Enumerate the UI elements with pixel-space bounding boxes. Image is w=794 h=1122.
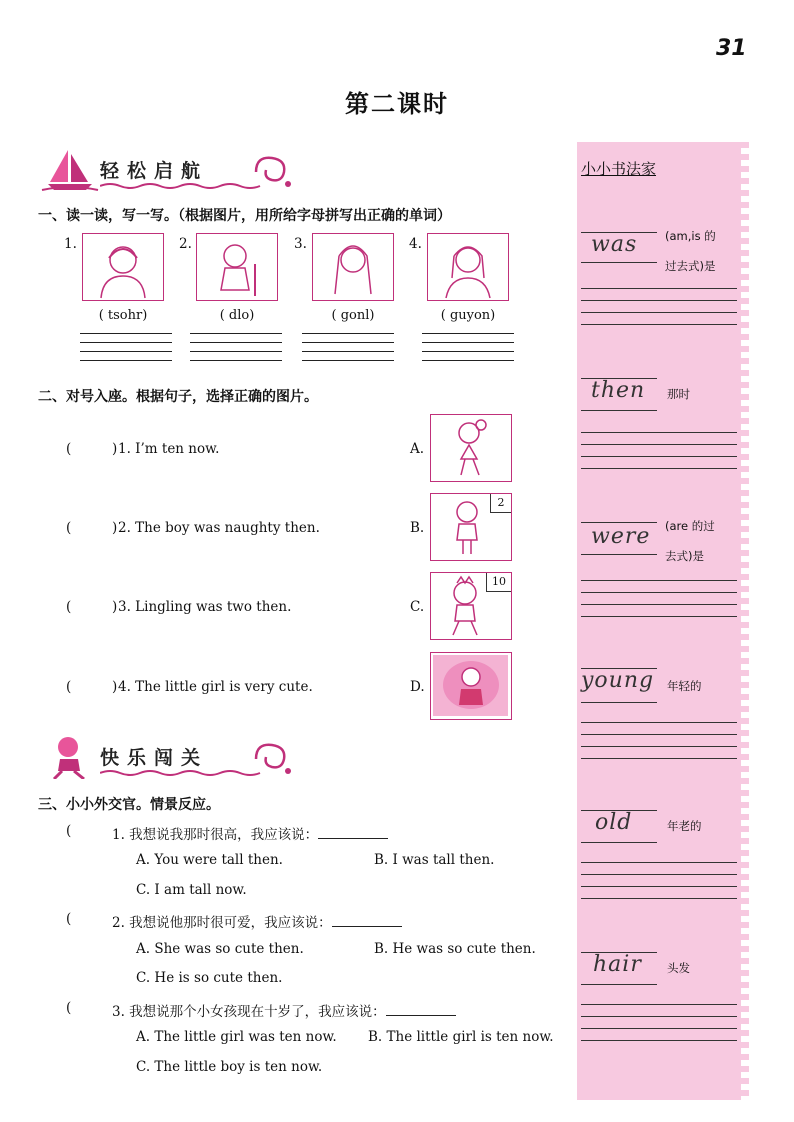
sentence-text: 4. The little girl is very cute. bbox=[118, 679, 313, 695]
option-label: C. bbox=[410, 599, 425, 615]
sentence-close-paren: ) bbox=[112, 679, 118, 695]
sentence-close-paren: ) bbox=[112, 599, 118, 615]
item-number: 3. bbox=[294, 236, 307, 252]
answer-paren[interactable]: ( bbox=[66, 679, 72, 695]
answer-blank[interactable] bbox=[386, 1015, 456, 1016]
page-number: 31 bbox=[716, 36, 747, 61]
word-gloss: 过去式)是 bbox=[665, 259, 716, 273]
answer-paren[interactable]: ( bbox=[66, 823, 72, 839]
question-text: 1. 我想说我那时很高，我应该说： bbox=[112, 823, 388, 843]
model-word: were bbox=[591, 524, 651, 549]
word-gloss: 那时 bbox=[667, 387, 690, 401]
wave-divider bbox=[100, 769, 270, 777]
option-label: B. bbox=[410, 520, 425, 536]
sentence-text: 1. I’m ten now. bbox=[118, 441, 220, 457]
sidebar-title: 小小书法家 bbox=[581, 160, 657, 178]
answer-paren[interactable]: ( bbox=[66, 1000, 72, 1016]
writing-lines[interactable] bbox=[302, 333, 394, 361]
dancing-girl-icon bbox=[430, 414, 512, 482]
choice-c: C. I am tall now. bbox=[136, 882, 247, 898]
old-man-icon bbox=[196, 233, 278, 301]
swirl-ornament-icon bbox=[250, 150, 294, 190]
lesson-title: 第二课时 bbox=[345, 89, 449, 118]
answer-paren[interactable]: ( bbox=[66, 520, 72, 536]
answer-paren[interactable]: ( bbox=[66, 911, 72, 927]
answer-paren[interactable]: ( bbox=[66, 441, 72, 457]
wave-divider bbox=[100, 182, 270, 190]
writing-lines[interactable] bbox=[422, 333, 514, 361]
choice-b: B. I was tall then. bbox=[374, 852, 495, 868]
age-badge: 2 bbox=[490, 494, 511, 513]
choice-b: B. He was so cute then. bbox=[374, 941, 536, 957]
word-block-young bbox=[581, 664, 741, 764]
section1-heading: 一、读一读，写一写。（根据图片，用所给字母拼写出正确的单词） bbox=[38, 208, 451, 224]
sentence-close-paren: ) bbox=[112, 520, 118, 536]
choice-c: C. He is so cute then. bbox=[136, 970, 283, 986]
sentence-text: 3. Lingling was two then. bbox=[118, 599, 292, 615]
letter-hint: ( guyon) bbox=[440, 308, 496, 323]
word-gloss: 年轻的 bbox=[667, 679, 702, 693]
naughty-boy-icon bbox=[430, 572, 512, 640]
banner-title: 快乐闯关 bbox=[100, 747, 209, 769]
sentence-text: 2. The boy was naughty then. bbox=[118, 520, 320, 536]
answer-blank[interactable] bbox=[318, 838, 388, 839]
model-word: was bbox=[591, 232, 638, 257]
model-word: young bbox=[581, 668, 655, 693]
cute-girl-photo-icon bbox=[430, 652, 512, 720]
word-block-then bbox=[581, 374, 741, 474]
word-block-old bbox=[581, 806, 741, 906]
model-word: then bbox=[591, 378, 646, 403]
word-gloss: 年老的 bbox=[667, 819, 702, 833]
choice-a: A. She was so cute then. bbox=[136, 941, 304, 957]
question-text: 3. 我想说那个小女孩现在十岁了，我应该说： bbox=[112, 1000, 456, 1020]
letter-hint: ( gonl) bbox=[331, 308, 375, 323]
banner-happy-challenge bbox=[40, 733, 290, 779]
banner-easy-start bbox=[40, 146, 290, 192]
toddler-girl-icon bbox=[430, 493, 512, 561]
item-number: 4. bbox=[409, 236, 422, 252]
item-number: 2. bbox=[179, 236, 192, 252]
model-word: hair bbox=[593, 952, 642, 977]
sentence-close-paren: ) bbox=[112, 441, 118, 457]
item-number: 1. bbox=[64, 236, 77, 252]
letter-hint: ( dlo) bbox=[219, 308, 255, 323]
sailboat-icon bbox=[40, 146, 100, 192]
word-block-was bbox=[581, 224, 741, 329]
model-word: old bbox=[595, 810, 633, 835]
choice-b: B. The little girl is ten now. bbox=[368, 1029, 554, 1045]
sidebar-edge bbox=[741, 142, 749, 1100]
long-hair-girl-icon bbox=[312, 233, 394, 301]
choice-a: A. You were tall then. bbox=[136, 852, 283, 868]
word-block-were bbox=[581, 514, 741, 622]
answer-paren[interactable]: ( bbox=[66, 599, 72, 615]
choice-c: C. The little boy is ten now. bbox=[136, 1059, 323, 1075]
answer-blank[interactable] bbox=[332, 926, 402, 927]
word-gloss: (am,is 的 bbox=[665, 229, 716, 243]
option-label: D. bbox=[410, 679, 425, 695]
word-gloss: (are 的过 bbox=[665, 519, 715, 533]
running-kid-icon bbox=[40, 733, 100, 779]
age-badge: 10 bbox=[486, 573, 511, 592]
section2-heading: 二、对号入座。根据句子，选择正确的图片。 bbox=[38, 389, 318, 405]
word-gloss: 去式)是 bbox=[665, 549, 704, 563]
writing-lines[interactable] bbox=[190, 333, 282, 361]
word-gloss: 头发 bbox=[667, 961, 690, 975]
writing-lines[interactable] bbox=[80, 333, 172, 361]
banner-title: 轻松启航 bbox=[100, 160, 209, 182]
option-label: A. bbox=[410, 441, 425, 457]
section3-heading: 三、小小外交官。情景反应。 bbox=[38, 797, 220, 813]
swirl-ornament-icon bbox=[250, 737, 294, 777]
short-hair-woman-icon bbox=[82, 233, 164, 301]
question-text: 2. 我想说他那时很可爱，我应该说： bbox=[112, 911, 402, 931]
young-woman-icon bbox=[427, 233, 509, 301]
letter-hint: ( tsohr) bbox=[98, 308, 148, 323]
word-block-hair bbox=[581, 948, 741, 1048]
choice-a: A. The little girl was ten now. bbox=[136, 1029, 337, 1045]
